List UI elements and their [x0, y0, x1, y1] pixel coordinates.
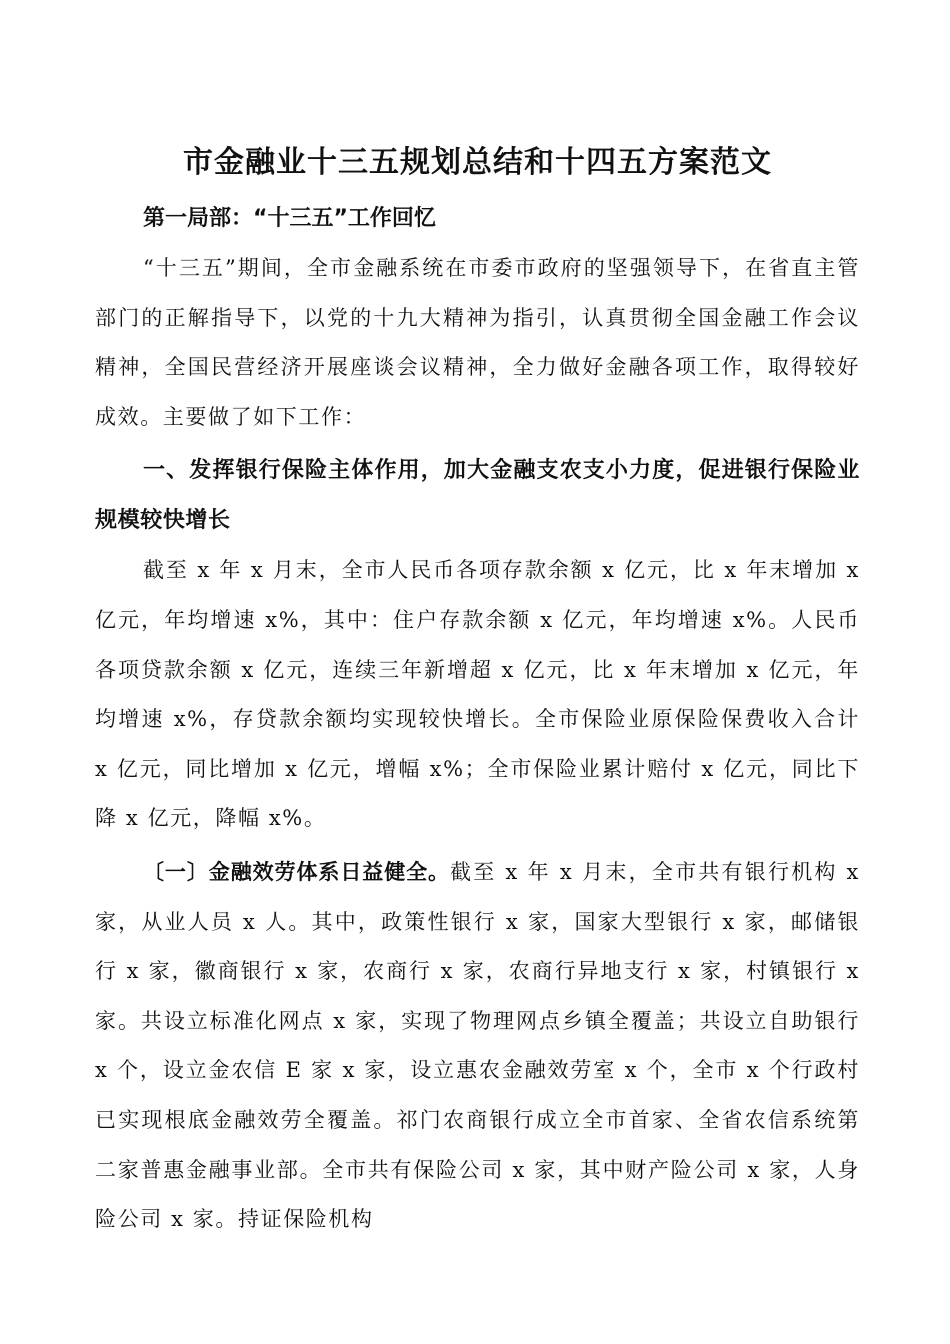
document-page [95, 140, 860, 1245]
document-title: 市金融业十三五规划总结和十四五方案范文 [183, 145, 772, 180]
subsection-one-paragraph [95, 848, 860, 1245]
subsection-one-body: 截至 x 年 x 月末，全市共有银行机构 x 家，从业人员 x 人。其中，政策性银行 x 家，国家大型银行 x 家，邮储银行 x 家，徽商银行 x 家，农商行 x 家，农商行异地支行 x 家，村镇银行 x 家。共设立标准化网点 x 家，实现了物理网点乡镇全覆盖；共设立自助银行 x 个，设立金农信 E 家 x 家，设立惠农金融效劳室 x 个，全市 x 个行政村已实现根底金融效劳全覆盖。祁门农商银行成立全市首家、全省农信系统第二家普惠金融事业部。全市共有保险公司 x 家，其中财产险公司 x 家，人身险公司 x 家。持证保险机构 [95, 859, 861, 1232]
part-heading: 第一局部：“十三五”工作回忆 [143, 206, 436, 231]
section-one-heading: 一、发挥银行保险主体作用，加大金融支农支小力度，促进银行保险业规模较快增长 [95, 458, 860, 534]
subsection-one-lead: 〔一〕金融效劳体系日益健全。 [143, 859, 450, 884]
section-one-paragraph: 截至 x 年 x 月末，全市人民币各项存款余额 x 亿元，比 x 年末增加 x 亿元，年均增速 x%，其中：住户存款余额 x 亿元，年均增速 x%。人民币各项贷款余额 x 亿元，连续三年新增超 x 亿元，比 x 年末增加 x 亿元，年均增速 x%，存贷款余额均实现较快增长。全市保险业原保险保费收入合计 x 亿元，同比增加 x 亿元，增幅 x%；全市保险业累计赔付 x 亿元，同比下降 x 亿元，降幅 x%。 [95, 558, 860, 831]
intro-paragraph: “十三五”期间，全市金融系统在市委市政府的坚强领导下，在省直主管部门的正解指导下，以党的十九大精神为指引，认真贯彻全国金融工作会议精神，全国民营经济开展座谈会议精神，全力做好金融各项工作，取得较好成效。主要做了如下工作： [95, 256, 860, 429]
